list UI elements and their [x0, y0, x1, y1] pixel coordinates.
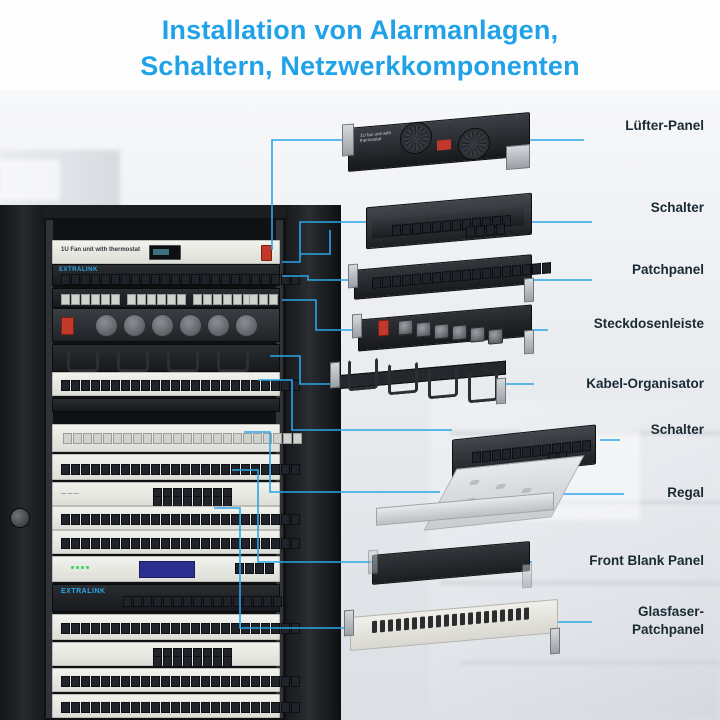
title-line-1: Installation von Alarmanlagen, — [161, 15, 559, 45]
rack-unit-fan-panel — [52, 240, 280, 264]
label-fiber-patchpanel-line1: Glasfaser- — [637, 604, 704, 619]
rack-door-left[interactable] — [0, 205, 44, 720]
rack-unit-blank-panel — [52, 398, 280, 412]
thermostat-display — [149, 245, 181, 260]
pdu-outlet[interactable] — [488, 328, 503, 344]
power-socket[interactable] — [235, 314, 258, 337]
cable-ring — [117, 349, 149, 372]
rack-unit-switch-1 — [52, 454, 280, 480]
rack-unit-switch-3 — [52, 530, 280, 554]
cable-ring — [468, 369, 498, 404]
rack-unit-cable-organizer — [52, 344, 280, 372]
pdu-outlet[interactable] — [398, 319, 413, 335]
pdu-outlet[interactable] — [452, 324, 467, 340]
background-highlight — [0, 160, 60, 200]
rack-unit-patchpanel-1 — [52, 264, 280, 286]
label-fan-panel: Lüfter-Panel — [625, 118, 704, 133]
background-rail — [440, 580, 720, 586]
cable-ring — [388, 361, 418, 396]
rack-unit-switch-6 — [52, 694, 280, 718]
rack-lock-knob[interactable] — [10, 508, 30, 528]
pdu-outlet[interactable] — [434, 323, 449, 339]
title-line-2: Schaltern, Netzwerkkomponenten — [140, 51, 580, 82]
rack-unit-switch-4 — [52, 584, 280, 612]
cable-ring — [428, 365, 458, 400]
power-socket[interactable] — [95, 314, 118, 337]
label-pdu: Steckdosenleiste — [593, 316, 704, 331]
pdu-switch[interactable] — [378, 320, 389, 337]
fan-power-button[interactable] — [261, 245, 272, 261]
label-switch-second: Schalter — [650, 422, 704, 437]
power-socket[interactable] — [179, 314, 202, 337]
tray-caption: — — — — [61, 491, 79, 497]
fan-switch[interactable] — [437, 139, 451, 150]
label-patch-panel: Patchpanel — [631, 262, 704, 277]
pdu-breaker-button[interactable] — [61, 317, 74, 335]
fan-unit-caption: 1U Fan unit with thermostat — [61, 247, 141, 253]
brand-logo-2: EXTRALINK — [61, 588, 106, 595]
cable-ring — [348, 357, 378, 392]
rack-unit-controller — [52, 556, 280, 582]
label-fiber-patchpanel-line2: Patchpanel — [631, 622, 704, 637]
rack-unit-module-tray-2 — [52, 642, 280, 666]
pdu-outlet[interactable] — [416, 321, 431, 337]
brand-logo-1: EXTRALINK — [59, 267, 98, 273]
power-socket[interactable] — [151, 314, 174, 337]
page-title — [0, 12, 720, 85]
pdu-outlet[interactable] — [470, 326, 485, 342]
label-cable-organizer: Kabel-Organisator — [586, 376, 704, 391]
controller-module — [139, 561, 195, 578]
label-shelf: Regal — [667, 485, 704, 500]
rack-unit-module-tray — [52, 482, 280, 506]
cable-ring — [167, 349, 199, 372]
fan-panel-caption: 1U fan unit with thermostat — [360, 130, 392, 143]
label-switch-top: Schalter — [650, 200, 704, 215]
cable-ring — [67, 349, 99, 372]
power-socket[interactable] — [207, 314, 230, 337]
rack-unit-switch-5 — [52, 668, 280, 692]
background-rail — [460, 660, 720, 665]
rack-unit-switch-2 — [52, 506, 280, 530]
cable-ring — [217, 349, 249, 372]
power-socket[interactable] — [123, 314, 146, 337]
rack-unit-power-sockets — [52, 308, 280, 342]
rack-unit-patchpanel-2 — [52, 372, 280, 396]
rack-unit-pdu-strip — [52, 288, 280, 308]
rack-unit-fiber-panel — [52, 424, 280, 452]
label-blank-panel: Front Blank Panel — [589, 553, 704, 568]
rack-unit-patchpanel-3 — [52, 614, 280, 640]
